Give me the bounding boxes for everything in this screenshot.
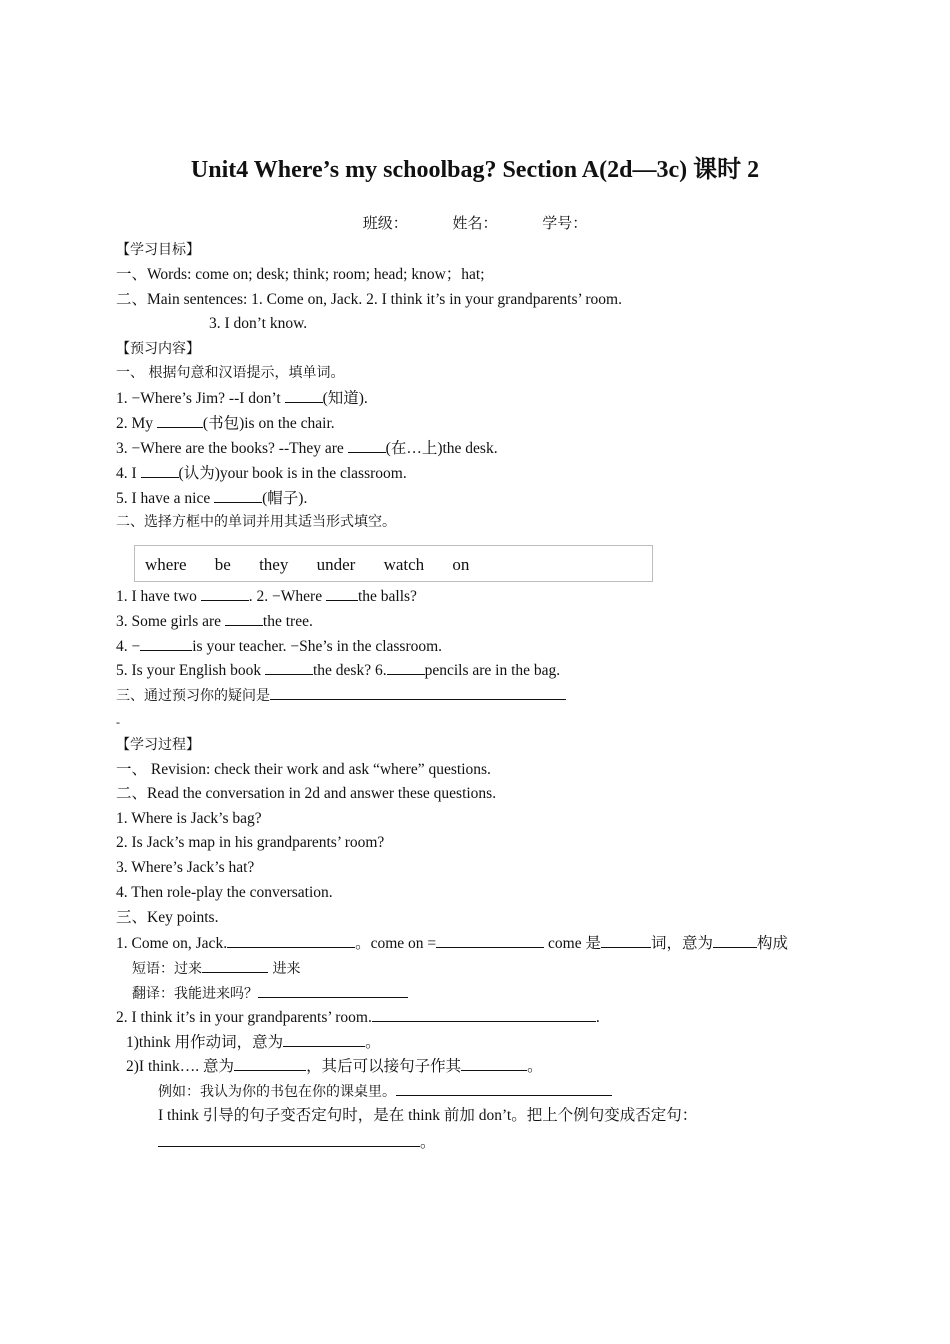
answer-blank[interactable] bbox=[396, 1080, 612, 1096]
answer-blank[interactable] bbox=[283, 1031, 365, 1047]
preview-part2-title: 二、选择方框中的单词并用其适当形式填空。 bbox=[116, 514, 396, 530]
part2-line-2: 3. Some girls are the tree. bbox=[116, 610, 313, 633]
process-heading: 【学习过程】 bbox=[116, 737, 200, 753]
preview-item-4: 4. I (认为)your book is in the classroom. bbox=[116, 462, 407, 485]
process-step-1: 一、 Revision: check their work and ask “where” questions. bbox=[116, 761, 491, 778]
answer-blank[interactable] bbox=[140, 635, 192, 651]
answer-blank[interactable] bbox=[372, 1006, 596, 1022]
process-step-3: 三、Key points. bbox=[116, 909, 219, 926]
example-sentence: 例如：我认为你的书包在你的课桌里。 bbox=[158, 1080, 612, 1103]
answer-blank[interactable] bbox=[387, 659, 425, 675]
answer-blank[interactable] bbox=[227, 932, 355, 948]
answer-blank[interactable] bbox=[326, 585, 358, 601]
answer-blank[interactable] bbox=[601, 932, 651, 948]
preview-part1-title: 一、 根据句意和汉语提示，填单词。 bbox=[116, 365, 345, 381]
goals-heading: 【学习目标】 bbox=[116, 242, 200, 258]
dash-mark: - bbox=[116, 715, 120, 729]
answer-blank[interactable] bbox=[214, 487, 262, 503]
word-box-item: be bbox=[214, 555, 231, 574]
answer-blank[interactable] bbox=[285, 387, 323, 403]
student-info bbox=[0, 212, 950, 233]
negative-answer: 。 bbox=[158, 1131, 436, 1154]
answer-blank[interactable] bbox=[713, 932, 757, 948]
part2-line-4: 5. Is your English book the desk? 6. pencils are in the bag. bbox=[116, 659, 560, 682]
key-point-2-2: 2)I think…. 意为 ，其后可以接句子作其 。 bbox=[126, 1055, 543, 1078]
key-point-1-translate: 翻译：我能进来吗？ bbox=[132, 982, 408, 1005]
answer-blank[interactable] bbox=[141, 462, 179, 478]
question-2: 2. Is Jack’s map in his grandparents’ room? bbox=[116, 834, 385, 851]
answer-blank[interactable] bbox=[436, 932, 544, 948]
preview-heading: 【预习内容】 bbox=[116, 341, 200, 357]
preview-part3: 三、通过预习你的疑问是 bbox=[116, 684, 566, 707]
number-label: 学号： bbox=[542, 214, 588, 232]
word-box-item: they bbox=[259, 555, 289, 574]
question-3: 3. Where’s Jack’s hat? bbox=[116, 859, 255, 876]
answer-blank[interactable] bbox=[258, 982, 408, 998]
answer-blank[interactable] bbox=[348, 437, 386, 453]
preview-item-1: 1. −Where’s Jim? --I don’t (知道). bbox=[116, 387, 368, 410]
page-title: Unit4 Where’s my schoolbag? Section A(2d—3c) 课时 2 bbox=[190, 157, 760, 183]
goals-sentences: 二、Main sentences: 1. Come on, Jack. 2. I think it’s in your grandparents’ room. bbox=[116, 291, 622, 308]
preview-item-3: 3. −Where are the books? --They are (在…上)the desk. bbox=[116, 437, 498, 460]
preview-item-2: 2. My (书包)is on the chair. bbox=[116, 412, 335, 435]
key-point-2: 2. I think it’s in your grandparents’ room. . bbox=[116, 1006, 600, 1029]
answer-blank[interactable] bbox=[157, 412, 203, 428]
goals-words: 一、Words: come on; desk; think; room; head; know；hat; bbox=[116, 266, 485, 283]
answer-blank[interactable] bbox=[225, 610, 263, 626]
answer-blank[interactable] bbox=[461, 1055, 527, 1071]
word-box bbox=[134, 545, 653, 582]
answer-blank[interactable] bbox=[158, 1131, 420, 1147]
class-label: 班级： bbox=[362, 214, 408, 232]
question-1: 1. Where is Jack’s bag? bbox=[116, 810, 262, 827]
word-box-item: under bbox=[316, 555, 356, 574]
key-point-1-phrase: 短语：过来 进来 bbox=[132, 957, 300, 980]
question-4: 4. Then role-play the conversation. bbox=[116, 884, 333, 901]
answer-blank[interactable] bbox=[234, 1055, 306, 1071]
answer-blank[interactable] bbox=[201, 585, 249, 601]
answer-blank[interactable] bbox=[202, 957, 268, 973]
part2-line-3: 4. − is your teacher. −She’s in the classroom. bbox=[116, 635, 442, 658]
question-blank[interactable] bbox=[270, 684, 566, 700]
process-step-2: 二、Read the conversation in 2d and answer these questions. bbox=[116, 785, 497, 802]
word-box-item: where bbox=[145, 555, 187, 574]
preview-item-5: 5. I have a nice (帽子). bbox=[116, 487, 307, 510]
word-box-item: watch bbox=[383, 555, 425, 574]
key-point-1: 1. Come on, Jack. 。come on = come 是 词，意为 构成 bbox=[116, 932, 788, 955]
word-box-item: on bbox=[452, 555, 470, 574]
goals-sentences-cont: 3. I don’t know. bbox=[209, 315, 308, 332]
key-point-2-1: 1)think 用作动词，意为 。 bbox=[126, 1031, 381, 1054]
part2-line-1: 1. I have two . 2. −Where the balls? bbox=[116, 585, 417, 608]
name-label: 姓名： bbox=[452, 214, 498, 232]
answer-blank[interactable] bbox=[265, 659, 313, 675]
negative-instruction: I think 引导的句子变否定句时，是在 think 前加 don’t。把上个例句变成否定句： bbox=[158, 1107, 698, 1124]
